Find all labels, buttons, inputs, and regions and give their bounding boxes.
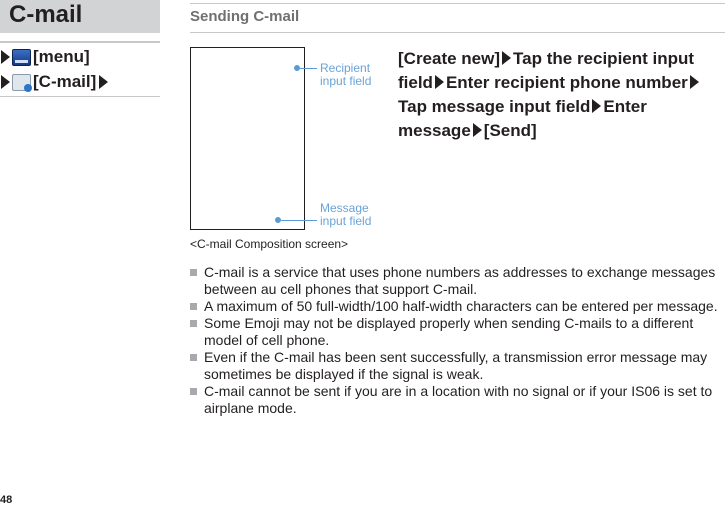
arrow-right-icon bbox=[690, 75, 699, 89]
nav-label-cmail: [C-mail] bbox=[33, 72, 97, 91]
recipient-callout-label: Recipient input field bbox=[320, 61, 372, 88]
sidebar-title: C-mail bbox=[9, 1, 83, 28]
arrow-right-icon bbox=[592, 99, 601, 113]
bullet-square-icon bbox=[190, 269, 197, 276]
message-callout-label: Message input field bbox=[320, 201, 372, 228]
instruction-steps bbox=[398, 47, 718, 143]
message-callout-line bbox=[281, 220, 317, 221]
step-create-new: [Create new] bbox=[398, 49, 501, 68]
step-send: [Send] bbox=[483, 121, 537, 140]
bullet-square-icon bbox=[190, 388, 197, 395]
composition-screen-diagram bbox=[190, 47, 305, 230]
section-rule-bottom bbox=[190, 32, 725, 33]
arrow-right-icon bbox=[502, 51, 511, 65]
step-enter-number: Enter recipient phone number bbox=[445, 73, 688, 92]
bullet-square-icon bbox=[190, 354, 197, 361]
notes-list bbox=[190, 264, 725, 417]
sidebar-divider-top bbox=[0, 41, 160, 43]
bullet-square-icon bbox=[190, 320, 197, 327]
menu-icon bbox=[12, 49, 31, 66]
step-enter-message: Enter message bbox=[398, 97, 647, 140]
arrow-right-icon bbox=[473, 123, 482, 137]
step-tap-message: Tap message input field bbox=[398, 97, 591, 116]
cmail-icon bbox=[12, 74, 31, 91]
diagram-caption: <C-mail Composition screen> bbox=[190, 237, 349, 251]
nav-row-menu bbox=[1, 45, 90, 69]
nav-row-cmail bbox=[1, 70, 110, 94]
list-item: C-mail is a service that uses phone numbers as addresses to exchange messages between au cell phones that support C-mail. bbox=[190, 264, 725, 298]
section-title: Sending C-mail bbox=[190, 8, 300, 25]
section-rule-top bbox=[190, 3, 725, 4]
sidebar-title-band bbox=[0, 0, 160, 33]
list-item: Some Emoji may not be displayed properly when sending C-mails to a different model of cell phone. bbox=[190, 315, 725, 349]
recipient-callout-line bbox=[300, 68, 317, 69]
arrow-right-icon bbox=[1, 50, 10, 64]
nav-label-menu: [menu] bbox=[33, 47, 90, 66]
list-item: Even if the C-mail has been sent successfully, a transmission error message may sometimes be displayed if the signal is weak. bbox=[190, 349, 725, 383]
page-number: 48 bbox=[0, 494, 13, 506]
arrow-right-icon bbox=[99, 75, 108, 89]
arrow-right-icon bbox=[1, 75, 10, 89]
sidebar-divider-bottom bbox=[0, 96, 160, 97]
list-item: C-mail cannot be sent if you are in a location with no signal or if your IS06 is set to airplane mode. bbox=[190, 383, 725, 417]
bullet-square-icon bbox=[190, 303, 197, 310]
arrow-right-icon bbox=[435, 75, 444, 89]
list-item: A maximum of 50 full-width/100 half-width characters can be entered per message. bbox=[190, 298, 725, 315]
step-tap-recipient: Tap the recipient input field bbox=[398, 49, 695, 92]
